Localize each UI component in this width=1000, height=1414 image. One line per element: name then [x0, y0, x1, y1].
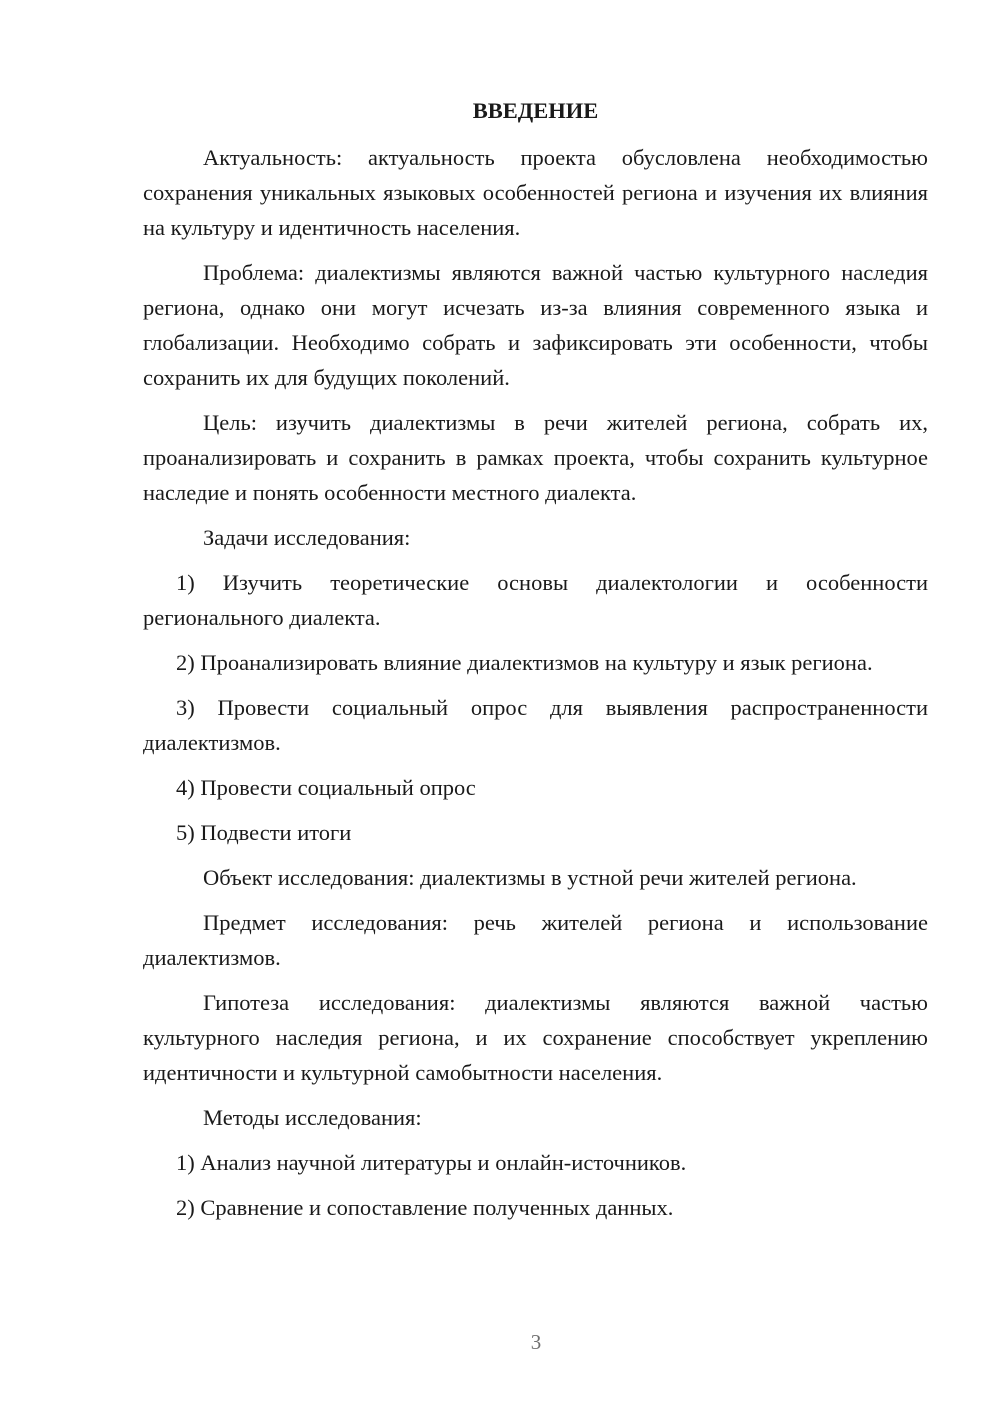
- method-item: 1) Анализ научной литературы и онлайн-источников.: [176, 1150, 687, 1175]
- method-item: 2) Сравнение и сопоставление полученных данных.: [176, 1195, 674, 1220]
- task-item: 1) Изучить теоретические основы диалектологии и особенности регионального диалекта.: [143, 570, 928, 630]
- subject-paragraph: Предмет исследования: речь жителей региона и использование диалектизмов.: [143, 910, 928, 970]
- object-paragraph: Объект исследования: диалектизмы в устной речи жителей региона.: [203, 865, 857, 890]
- task-item: 5) Подвести итоги: [176, 820, 352, 845]
- relevance-paragraph: Актуальность: актуальность проекта обусловлена необходимостью сохранения уникальных языковых особенностей региона и изучения их влияния на культуру и идентичность населения.: [143, 145, 928, 240]
- methods-title: Методы исследования:: [203, 1105, 422, 1130]
- section-heading: ВВЕДЕНИЕ: [472, 98, 599, 123]
- task-item: 2) Проанализировать влияние диалектизмов на культуру и язык региона.: [176, 650, 873, 675]
- goal-paragraph: Цель: изучить диалектизмы в речи жителей региона, собрать их, проанализировать и сохранить в рамках проекта, чтобы сохранить культурное наследие и понять особенности местного диалекта.: [143, 410, 928, 505]
- tasks-title: Задачи исследования:: [203, 525, 411, 550]
- task-item: 3) Провести социальный опрос для выявления распространенности диалектизмов.: [143, 695, 928, 755]
- problem-paragraph: Проблема: диалектизмы являются важной частью культурного наследия региона, однако они могут исчезать из-за влияния современного языка и глобализации. Необходимо собрать и зафиксировать эти особенности, чтобы сохранить их для будущих поколений.: [143, 260, 928, 390]
- page-number: 3: [530, 1330, 542, 1354]
- task-item: 4) Провести социальный опрос: [176, 775, 476, 800]
- hypothesis-paragraph: Гипотеза исследования: диалектизмы являются важной частью культурного наследия региона, и их сохранение способствует укреплению идентичности и культурной самобытности населения.: [143, 990, 928, 1085]
- page-content: [143, 92, 928, 1235]
